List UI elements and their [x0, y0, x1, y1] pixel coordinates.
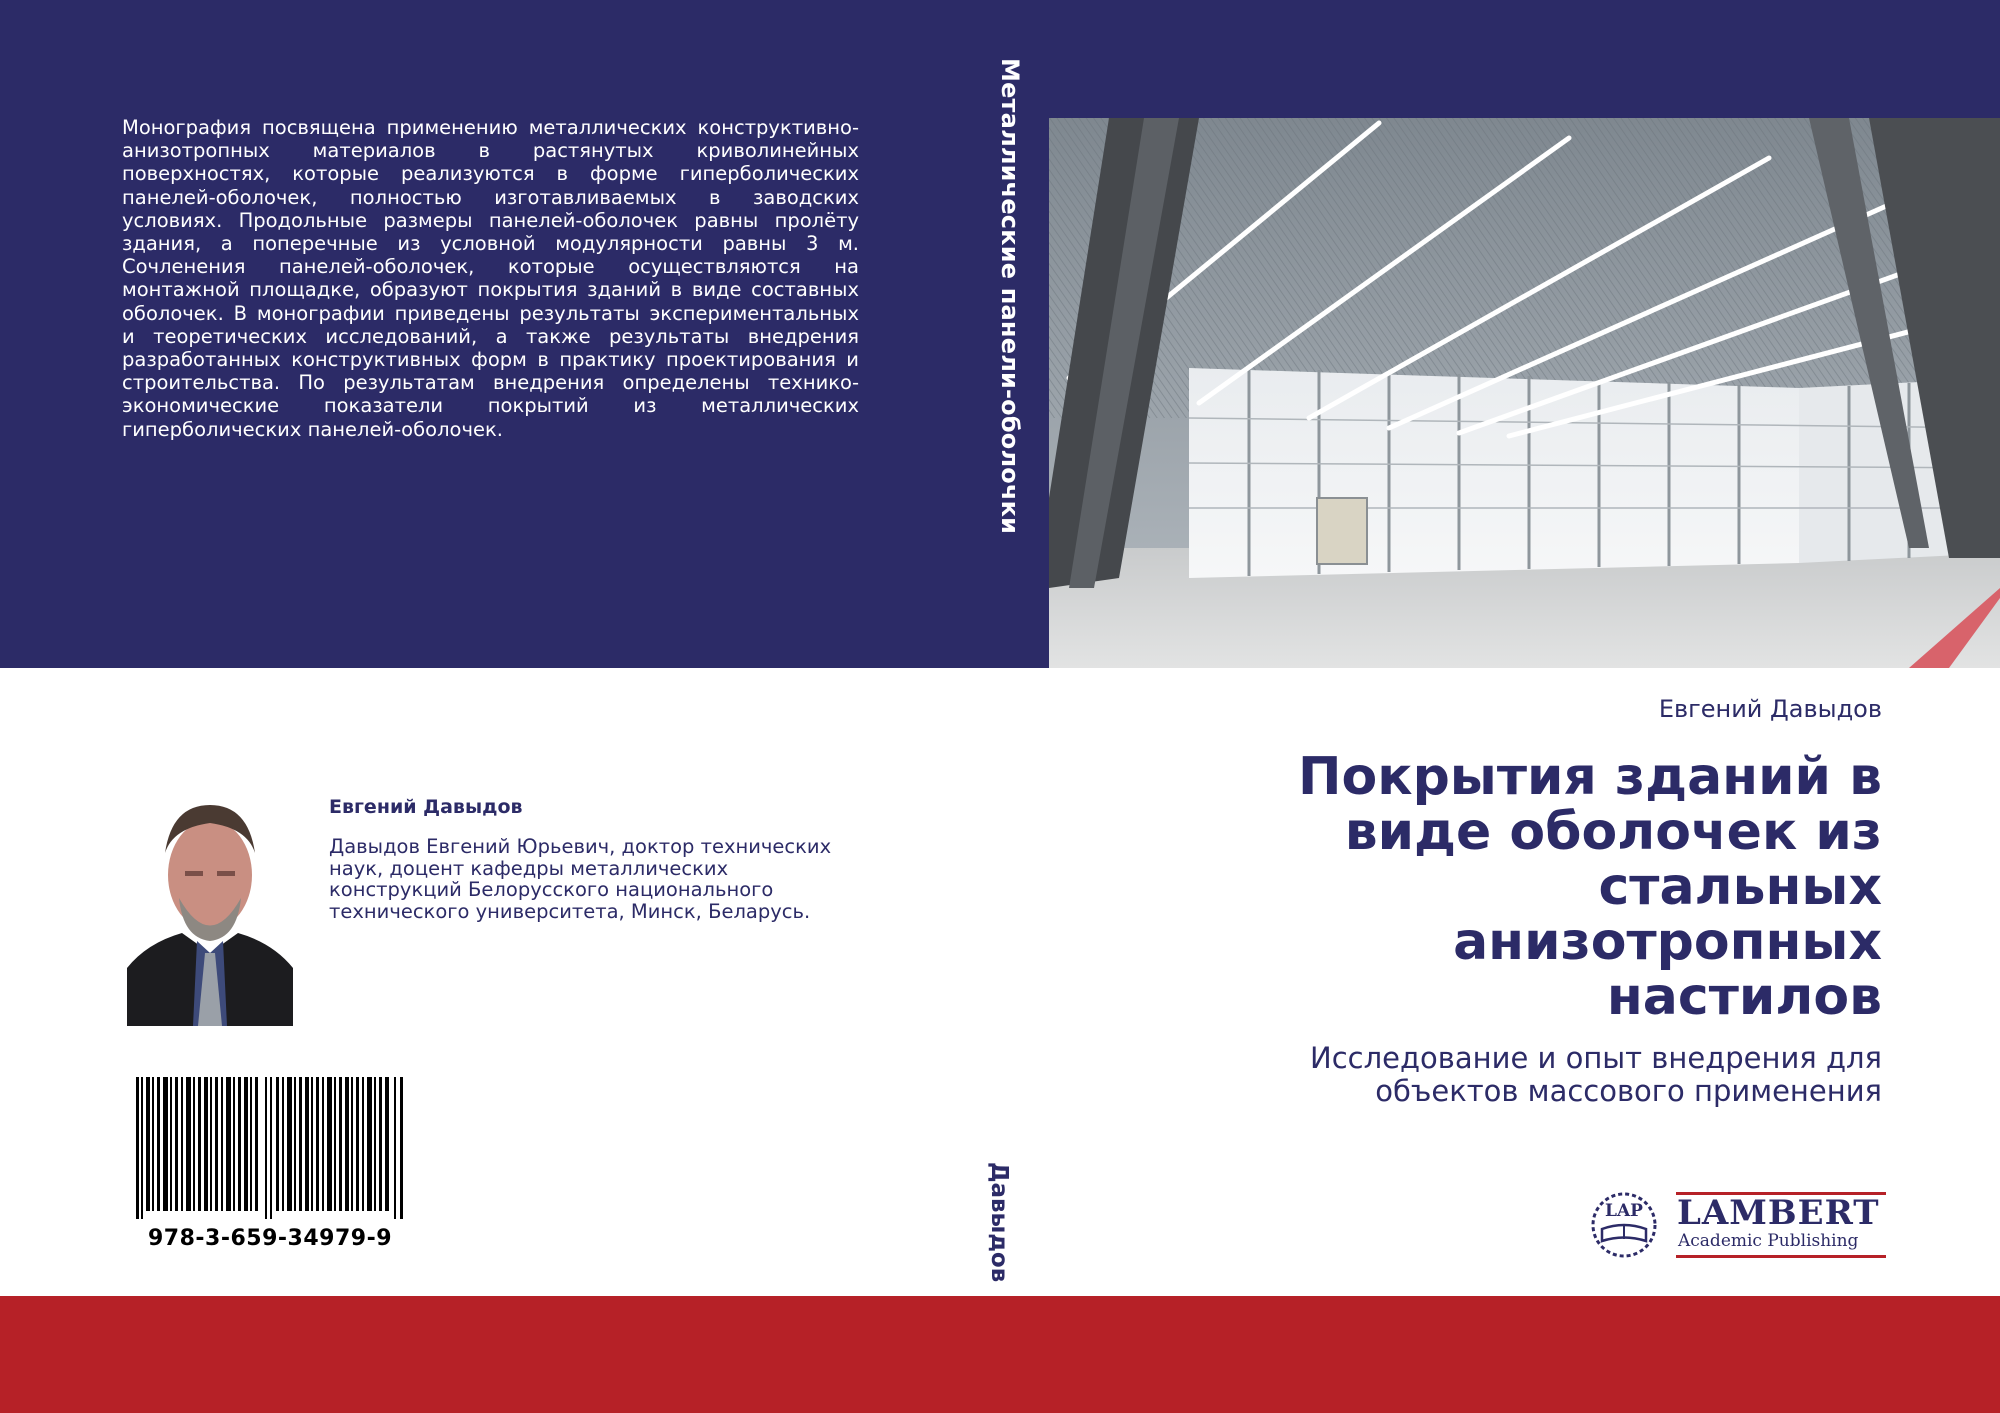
warehouse-photo — [1049, 118, 2000, 668]
isbn-barcode — [136, 1077, 404, 1219]
back-cover-blurb: Монография посвящена применению металлических конструктивно-анизотропных материалов в растянутых криволинейных поверхностях, которые реализуются в форме гиперболических панелей-оболочек, полностью изготавливаемых в заводских условиях. Продольные размеры панелей-оболочек равны пролёту здания, а поперечные из условной модулярности равны 3 м. Сочленения панелей-оболочек, которые осуществляются на монтажной площадке, образуют покрытия зданий в виде составных оболочек. В монографии приведены результаты экспериментальных и теоретических исследований, а также результаты внедрения разработанных конструктивных форм в практику проектирования и строительства. По результатам внедрения определены технико-экономические показатели покрытий из металлических гиперболических панелей-оболочек. — [122, 116, 859, 441]
cover-bottom-band — [0, 1296, 2000, 1413]
isbn-number: 978-3-659-34979-9 — [147, 1226, 393, 1251]
author-name-heading: Евгений Давыдов — [329, 796, 523, 818]
book-title: Покрытия зданий в виде оболочек из стальных анизотропных настилов — [1298, 747, 1882, 1027]
publisher-badge: LAP — [1605, 1201, 1643, 1221]
publisher-subname: Academic Publishing — [1678, 1231, 1859, 1251]
front-cover-author: Евгений Давыдов — [1658, 695, 1882, 723]
spine-title: Металлические панели-оболочки — [996, 58, 1024, 535]
author-portrait — [127, 793, 293, 1026]
spine-author: Давыдов — [986, 1162, 1012, 1283]
publisher-name: LAMBERT — [1677, 1193, 1880, 1233]
book-subtitle: Исследование и опыт внедрения для объектов массового применения — [1310, 1041, 1882, 1108]
author-bio: Давыдов Евгений Юрьевич, доктор технических наук, доцент кафедры металлических конструкций Белорусского национального технического университета, Минск, Беларусь. — [329, 835, 832, 923]
